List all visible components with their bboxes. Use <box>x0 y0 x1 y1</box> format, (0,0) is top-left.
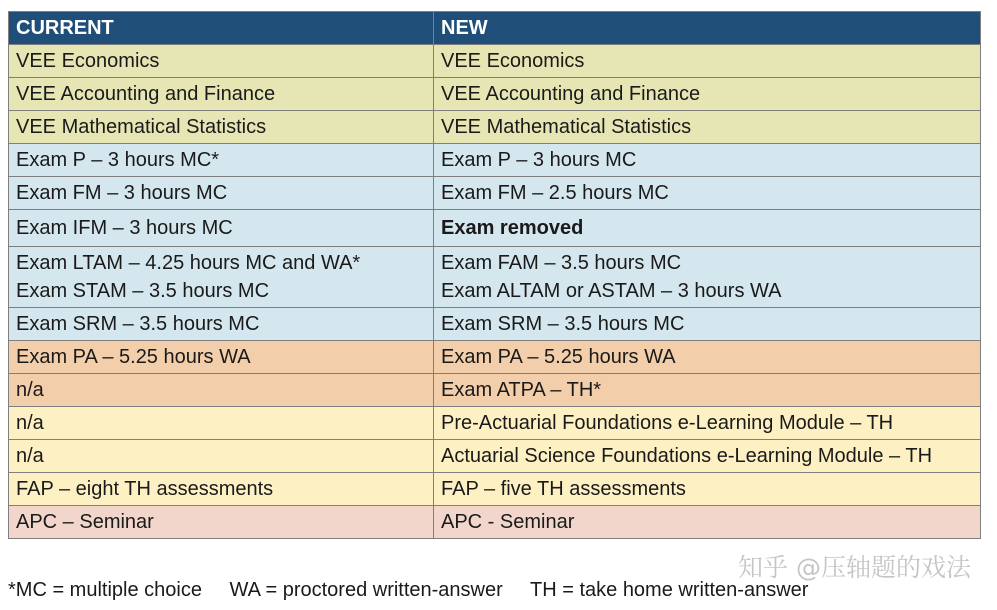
cell-text: n/a <box>16 445 44 467</box>
table-row <box>9 45 981 78</box>
cell-text: Exam removed <box>441 217 584 239</box>
cell-new <box>434 247 981 308</box>
cell-text: VEE Economics <box>441 50 585 72</box>
cell-text: n/a <box>16 379 44 401</box>
cell-current <box>9 440 434 473</box>
table-body <box>9 45 981 539</box>
cell-text: Exam FAM – 3.5 hours MC <box>441 252 682 274</box>
cell-new <box>434 440 981 473</box>
cell-current <box>9 506 434 539</box>
cell-new <box>434 177 981 210</box>
table-row <box>9 210 981 247</box>
cell-text: Exam ATPA – TH* <box>441 379 602 401</box>
cell-text: Exam FM – 3 hours MC <box>16 182 228 204</box>
cell-new <box>434 210 981 247</box>
cell-text: Actuarial Science Foundations e-Learning Module – TH <box>441 445 933 467</box>
table-row <box>9 440 981 473</box>
footnote <box>8 577 830 603</box>
cell-new <box>434 506 981 539</box>
table-row <box>9 111 981 144</box>
cell-text: VEE Mathematical Statistics <box>441 116 692 138</box>
header-current: CURRENT <box>9 12 434 45</box>
table-row <box>9 308 981 341</box>
table-row <box>9 374 981 407</box>
header-new: NEW <box>434 12 981 45</box>
cell-text: Exam STAM – 3.5 hours MC <box>16 280 270 302</box>
cell-new <box>434 45 981 78</box>
table-header-row <box>9 12 981 45</box>
cell-current <box>9 374 434 407</box>
table-row <box>9 506 981 539</box>
table-row <box>9 473 981 506</box>
cell-text: FAP – five TH assessments <box>441 478 686 500</box>
watermark: 知乎 @压轴题的戏法 <box>738 553 971 582</box>
table-row <box>9 177 981 210</box>
cell-new <box>434 374 981 407</box>
cell-new <box>434 473 981 506</box>
cell-new <box>434 308 981 341</box>
cell-new <box>434 407 981 440</box>
table-row <box>9 247 981 308</box>
cell-text: Exam SRM – 3.5 hours MC <box>441 313 685 335</box>
cell-text: VEE Economics <box>16 50 160 72</box>
cell-text: Exam P – 3 hours MC <box>441 149 637 171</box>
cell-current <box>9 78 434 111</box>
table-row <box>9 341 981 374</box>
cell-new <box>434 144 981 177</box>
cell-text: VEE Accounting and Finance <box>16 83 276 105</box>
exam-comparison-table <box>8 11 981 539</box>
cell-new <box>434 111 981 144</box>
cell-text: Exam FM – 2.5 hours MC <box>441 182 669 204</box>
cell-new <box>434 78 981 111</box>
cell-current <box>9 407 434 440</box>
table-row <box>9 407 981 440</box>
cell-current <box>9 473 434 506</box>
cell-current <box>9 45 434 78</box>
cell-text: Exam ALTAM or ASTAM – 3 hours WA <box>441 280 782 302</box>
cell-current <box>9 210 434 247</box>
cell-text: Pre-Actuarial Foundations e-Learning Module – TH <box>441 412 894 434</box>
cell-text: APC - Seminar <box>441 511 575 533</box>
cell-current <box>9 144 434 177</box>
table-row <box>9 78 981 111</box>
cell-text: Exam SRM – 3.5 hours MC <box>16 313 260 335</box>
cell-current <box>9 247 434 308</box>
cell-text: VEE Mathematical Statistics <box>16 116 267 138</box>
cell-text: Exam PA – 5.25 hours WA <box>441 346 676 368</box>
footnote-th: TH = take home written-answer <box>530 579 809 601</box>
cell-text: Exam LTAM – 4.25 hours MC and WA* <box>16 252 361 274</box>
cell-current <box>9 341 434 374</box>
table-row <box>9 144 981 177</box>
cell-current <box>9 111 434 144</box>
cell-current <box>9 308 434 341</box>
cell-current <box>9 177 434 210</box>
cell-text: FAP – eight TH assessments <box>16 478 274 500</box>
cell-text: Exam IFM – 3 hours MC <box>16 217 233 239</box>
cell-text: Exam P – 3 hours MC* <box>16 149 220 171</box>
cell-text: n/a <box>16 412 44 434</box>
footnote-mc: *MC = multiple choice <box>8 579 202 601</box>
cell-text: APC – Seminar <box>16 511 154 533</box>
cell-text: VEE Accounting and Finance <box>441 83 701 105</box>
cell-new <box>434 341 981 374</box>
footnote-wa: WA = proctored written-answer <box>229 579 503 601</box>
cell-text: Exam PA – 5.25 hours WA <box>16 346 251 368</box>
